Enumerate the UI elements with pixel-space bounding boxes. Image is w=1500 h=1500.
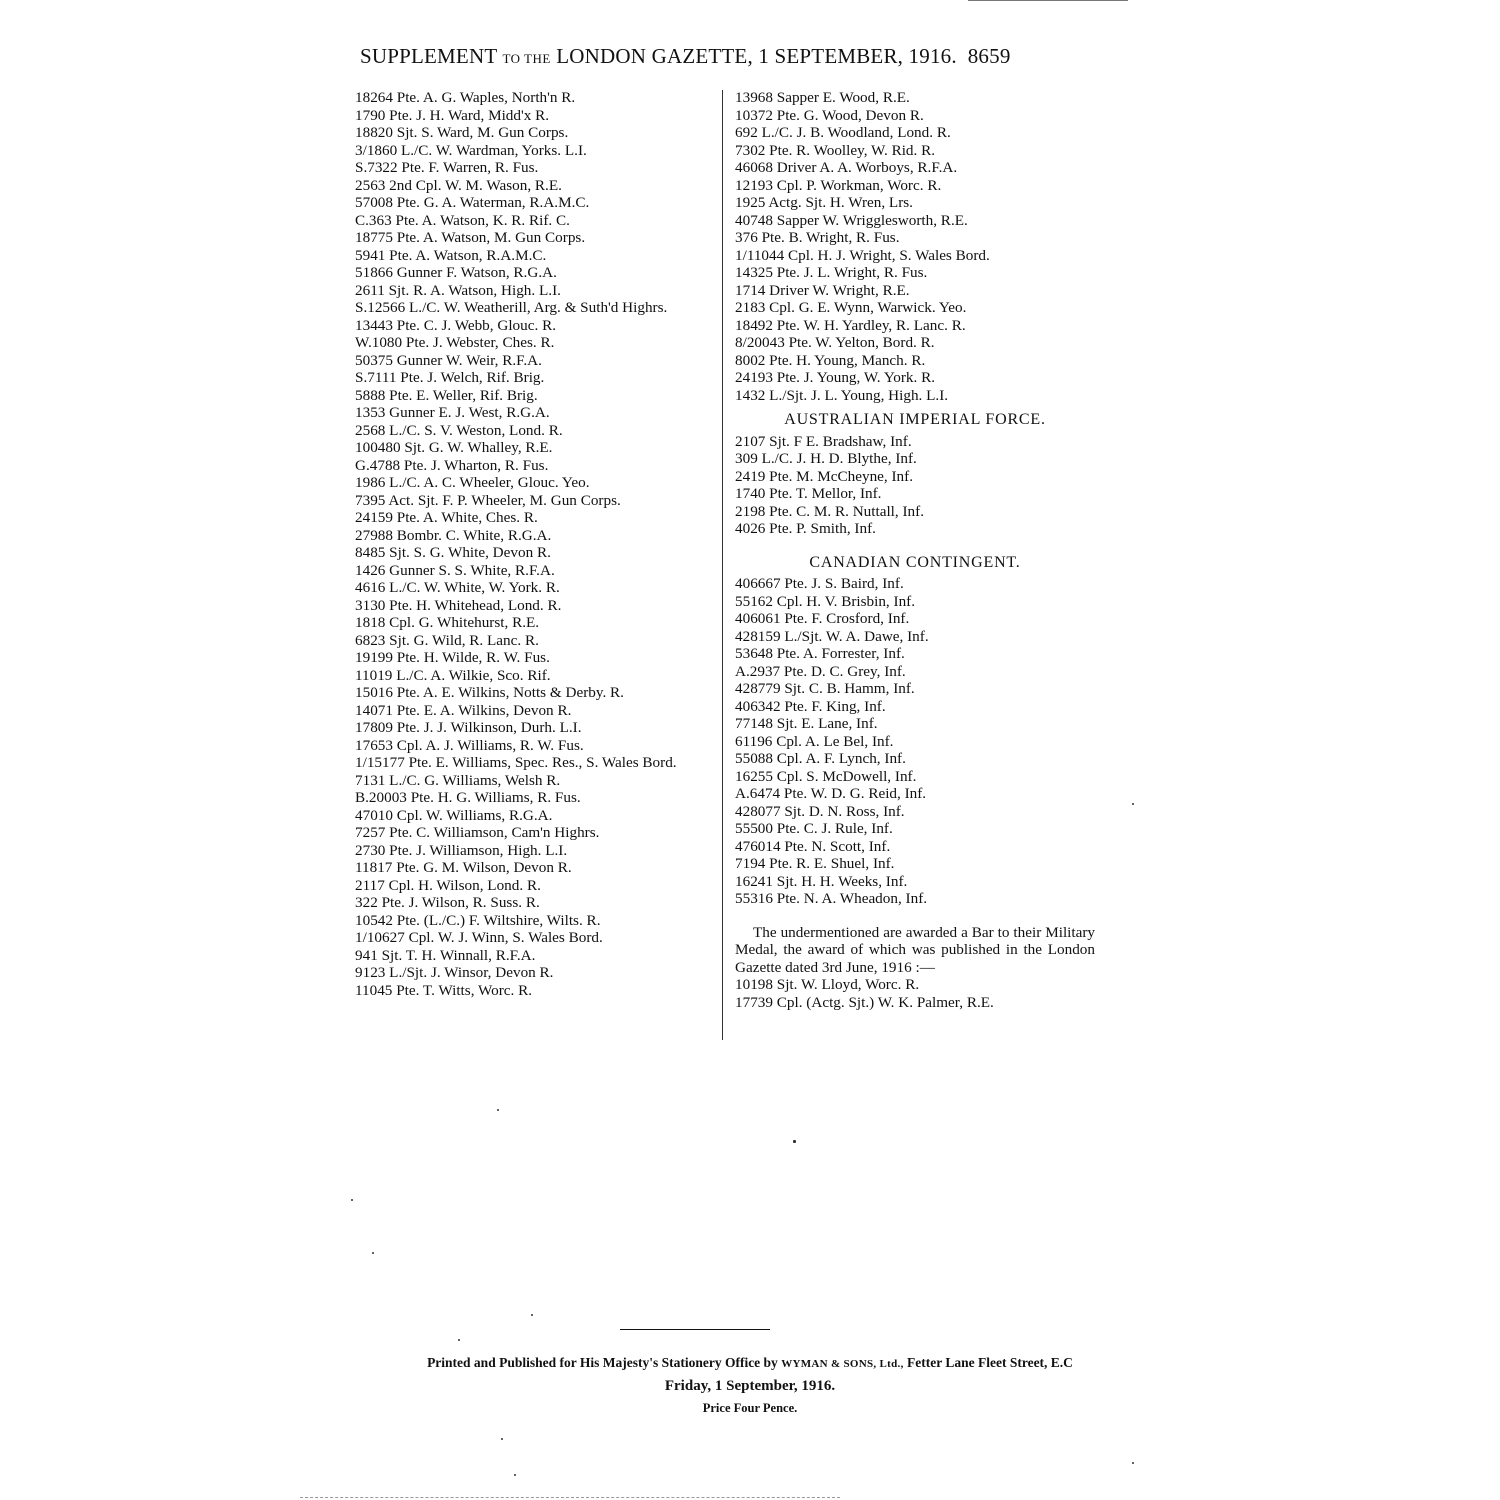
header-title: LONDON GAZETTE, 1 SEPTEMBER, 1916.: [556, 44, 957, 68]
print-speck: [514, 1474, 516, 1476]
list-item: 17809 Pte. J. J. Wilkinson, Durh. L.I.: [355, 719, 582, 736]
list-item: 11019 L./C. A. Wilkie, Sco. Rif.: [355, 666, 551, 684]
list-item: 1790 Pte. J. H. Ward, Midd'x R.: [355, 106, 550, 124]
price: Price Four Pence.: [702, 1401, 798, 1415]
header-to-the: TO THE: [502, 51, 551, 66]
list-item: 1/15177 Pte. E. Williams, Spec. Res., S. Wales Bord.: [355, 754, 677, 771]
list-item: S.12566 L./C. W. Weatherill, Arg. & Suth'd Highrs.: [355, 299, 668, 316]
list-item: 1714 Driver W. Wright, R.E.: [735, 281, 910, 299]
list-item: A.2937 Pte. D. C. Grey, Inf.: [735, 662, 906, 680]
list-item: 17653 Cpl. A. J. Williams, R. W. Fus.: [355, 736, 584, 754]
print-speck: [501, 1438, 503, 1440]
list-item: 18492 Pte. W. H. Yardley, R. Lanc. R.: [735, 316, 966, 334]
list-item: 8/20043 Pte. W. Yelton, Bord. R.: [735, 334, 935, 351]
page-header: [360, 44, 1100, 69]
list-item: 692 L./C. J. B. Woodland, Lond. R.: [735, 124, 951, 141]
list-item: 406667 Pte. J. S. Baird, Inf.: [735, 575, 904, 592]
list-item: C.363 Pte. A. Watson, K. R. Rif. C.: [355, 211, 570, 229]
list-item: 2611 Sjt. R. A. Watson, High. L.I.: [355, 281, 561, 299]
list-item: 11045 Pte. T. Witts, Worc. R.: [355, 981, 533, 999]
list-item: 1/10627 Cpl. W. J. Winn, S. Wales Bord.: [355, 929, 603, 946]
list-item: 406342 Pte. F. King, Inf.: [735, 697, 886, 715]
list-item: B.20003 Pte. H. G. Williams, R. Fus.: [355, 789, 581, 806]
print-speck: [1132, 803, 1134, 805]
list-item: 57008 Pte. G. A. Waterman, R.A.M.C.: [355, 194, 590, 211]
list-item: 10542 Pte. (L./C.) F. Wiltshire, Wilts. R.: [355, 911, 601, 929]
list-item: 1925 Actg. Sjt. H. Wren, Lrs.: [735, 194, 913, 211]
bar-award-paragraph: The undermentioned are awarded a Bar to their Military Medal, the award of which was published in the London Gazette dated 3rd June, 1916 :—: [735, 923, 1095, 976]
printer-suffix: Fetter Lane Fleet Street, E.C: [907, 1355, 1073, 1370]
list-item: 13968 Sapper E. Wood, R.E.: [735, 89, 910, 106]
list-item: 7395 Act. Sjt. F. P. Wheeler, M. Gun Corps.: [355, 491, 621, 509]
list-item: 40748 Sapper W. Wrigglesworth, R.E.: [735, 211, 968, 229]
print-speck: [351, 1199, 353, 1201]
list-item: 10198 Sjt. W. Lloyd, Worc. R.: [735, 976, 920, 993]
list-item: 476014 Pte. N. Scott, Inf.: [735, 837, 891, 855]
list-item: G.4788 Pte. J. Wharton, R. Fus.: [355, 456, 549, 474]
list-item: 14071 Pte. E. A. Wilkins, Devon R.: [355, 701, 572, 719]
list-item: 17739 Cpl. (Actg. Sjt.) W. K. Palmer, R.E.: [735, 993, 994, 1011]
list-item: 12193 Cpl. P. Workman, Worc. R.: [735, 176, 942, 194]
list-item: 2419 Pte. M. McCheyne, Inf.: [735, 467, 914, 485]
list-item: 8002 Pte. H. Young, Manch. R.: [735, 351, 926, 369]
list-item: 53648 Pte. A. Forrester, Inf.: [735, 645, 905, 662]
list-item: 2730 Pte. J. Williamson, High. L.I.: [355, 841, 568, 859]
list-item: 4616 L./C. W. White, W. York. R.: [355, 579, 560, 596]
list-item: 24193 Pte. J. Young, W. York. R.: [735, 369, 936, 386]
list-item: 51866 Gunner F. Watson, R.G.A.: [355, 264, 557, 281]
list-item: 24159 Pte. A. White, Ches. R.: [355, 509, 538, 526]
list-item: 1986 L./C. A. C. Wheeler, Glouc. Yeo.: [355, 474, 590, 491]
list-item: S.7111 Pte. J. Welch, Rif. Brig.: [355, 369, 545, 386]
list-item: 1/11044 Cpl. H. J. Wright, S. Wales Bord.: [735, 246, 990, 264]
list-item: 8485 Sjt. S. G. White, Devon R.: [355, 544, 551, 561]
list-item: 2117 Cpl. H. Wilson, Lond. R.: [355, 876, 541, 894]
list-item: 376 Pte. B. Wright, R. Fus.: [735, 229, 900, 246]
page-number: 8659: [967, 44, 1011, 68]
list-item: 2568 L./C. S. V. Weston, Lond. R.: [355, 421, 563, 439]
printer-name: WYMAN & SONS, Ltd.,: [781, 1358, 904, 1370]
list-item: 27988 Bombr. C. White, R.G.A.: [355, 526, 552, 544]
canadian-section-title: CANADIAN CONTINGENT.: [809, 553, 1021, 571]
list-item: 18820 Sjt. S. Ward, M. Gun Corps.: [355, 124, 569, 141]
print-speck: [372, 1252, 374, 1254]
list-item: 13443 Pte. C. J. Webb, Glouc. R.: [355, 316, 556, 334]
footer-rule: [620, 1329, 770, 1330]
list-item: 50375 Gunner W. Weir, R.F.A.: [355, 351, 542, 369]
list-item: 3130 Pte. H. Whitehead, Lond. R.: [355, 596, 562, 614]
print-speck: [497, 1109, 499, 1111]
list-item: 47010 Cpl. W. Williams, R.G.A.: [355, 806, 553, 824]
australian-entries: [735, 433, 1095, 538]
list-item: 55500 Pte. C. J. Rule, Inf.: [735, 820, 893, 837]
list-item: 309 L./C. J. H. D. Blythe, Inf.: [735, 450, 917, 467]
list-item: 55316 Pte. N. A. Wheadon, Inf.: [735, 890, 928, 907]
list-item: 14325 Pte. J. L. Wright, R. Fus.: [735, 264, 928, 281]
list-item: 428077 Sjt. D. N. Ross, Inf.: [735, 802, 905, 820]
bar-award-entries: [735, 976, 1095, 1011]
print-speck: [531, 1314, 533, 1316]
list-item: 428779 Sjt. C. B. Hamm, Inf.: [735, 680, 915, 697]
list-item: 100480 Sjt. G. W. Whalley, R.E.: [355, 439, 553, 456]
printer-line: [300, 1352, 1200, 1375]
list-item: 941 Sjt. T. H. Winnall, R.F.A.: [355, 946, 536, 964]
left-column: [355, 89, 715, 999]
list-item: 9123 L./Sjt. J. Winsor, Devon R.: [355, 964, 554, 981]
printer-prefix: Printed and Published for His Majesty's Stationery Office by: [427, 1355, 778, 1370]
list-item: 7194 Pte. R. E. Shuel, Inf.: [735, 855, 895, 872]
print-speck: [1132, 1462, 1134, 1464]
top-rule: [968, 0, 1128, 1]
list-item: 2563 2nd Cpl. W. M. Wason, R.E.: [355, 176, 562, 194]
australian-section-title: AUSTRALIAN IMPERIAL FORCE.: [784, 411, 1046, 428]
canadian-entries: [735, 575, 1095, 908]
print-speck: [793, 1140, 796, 1143]
list-item: 2198 Pte. C. M. R. Nuttall, Inf.: [735, 502, 924, 520]
list-item: A.6474 Pte. W. D. G. Reid, Inf.: [735, 785, 927, 802]
list-item: 1426 Gunner S. S. White, R.F.A.: [355, 561, 555, 579]
list-item: 16255 Cpl. S. McDowell, Inf.: [735, 767, 917, 785]
list-item: 55088 Cpl. A. F. Lynch, Inf.: [735, 750, 906, 767]
list-item: 6823 Sjt. G. Wild, R. Lanc. R.: [355, 631, 539, 649]
list-item: 46068 Driver A. A. Worboys, R.F.A.: [735, 159, 958, 176]
list-item: 428159 L./Sjt. W. A. Dawe, Inf.: [735, 627, 929, 645]
list-item: 1353 Gunner E. J. West, R.G.A.: [355, 404, 550, 421]
list-item: 406061 Pte. F. Crosford, Inf.: [735, 610, 910, 627]
list-item: 2183 Cpl. G. E. Wynn, Warwick. Yeo.: [735, 299, 967, 316]
list-item: 1740 Pte. T. Mellor, Inf.: [735, 485, 882, 502]
bottom-edge-rule: [300, 1497, 840, 1498]
list-item: 5888 Pte. E. Weller, Rif. Brig.: [355, 386, 538, 404]
list-item: 18264 Pte. A. G. Waples, North'n R.: [355, 89, 576, 106]
list-item: 4026 Pte. P. Smith, Inf.: [735, 520, 876, 537]
list-item: 55162 Cpl. H. V. Brisbin, Inf.: [735, 592, 916, 610]
list-item: 1432 L./Sjt. J. L. Young, High. L.I.: [735, 386, 949, 404]
list-item: 7257 Pte. C. Williamson, Cam'n Highrs.: [355, 824, 600, 841]
list-item: 61196 Cpl. A. Le Bel, Inf.: [735, 732, 894, 750]
right-column-entries: [735, 89, 1095, 404]
imprint-footer: [300, 1352, 1200, 1419]
list-item: 7131 L./C. G. Williams, Welsh R.: [355, 771, 561, 789]
list-item: 18775 Pte. A. Watson, M. Gun Corps.: [355, 229, 586, 246]
list-item: 7302 Pte. R. Woolley, W. Rid. R.: [735, 141, 936, 159]
list-item: 2107 Sjt. F E. Bradshaw, Inf.: [735, 432, 912, 450]
list-item: 10372 Pte. G. Wood, Devon R.: [735, 106, 924, 124]
column-divider: [722, 90, 723, 1040]
list-item: 19199 Pte. H. Wilde, R. W. Fus.: [355, 649, 550, 666]
list-item: W.1080 Pte. J. Webster, Ches. R.: [355, 334, 555, 351]
print-speck: [458, 1339, 460, 1341]
list-item: 11817 Pte. G. M. Wilson, Devon R.: [355, 859, 572, 876]
list-item: 5941 Pte. A. Watson, R.A.M.C.: [355, 246, 547, 264]
list-item: 3/1860 L./C. W. Wardman, Yorks. L.I.: [355, 141, 587, 159]
header-supplement: SUPPLEMENT: [360, 44, 497, 68]
list-item: 322 Pte. J. Wilson, R. Suss. R.: [355, 894, 540, 911]
right-column: [735, 89, 1095, 1011]
list-item: S.7322 Pte. F. Warren, R. Fus.: [355, 159, 539, 176]
list-item: 16241 Sjt. H. H. Weeks, Inf.: [735, 872, 908, 890]
list-item: 77148 Sjt. E. Lane, Inf.: [735, 715, 878, 732]
list-item: 15016 Pte. A. E. Wilkins, Notts & Derby. R.: [355, 684, 624, 701]
list-item: 1818 Cpl. G. Whitehurst, R.E.: [355, 614, 540, 631]
publication-date: Friday, 1 September, 1916.: [664, 1378, 836, 1394]
